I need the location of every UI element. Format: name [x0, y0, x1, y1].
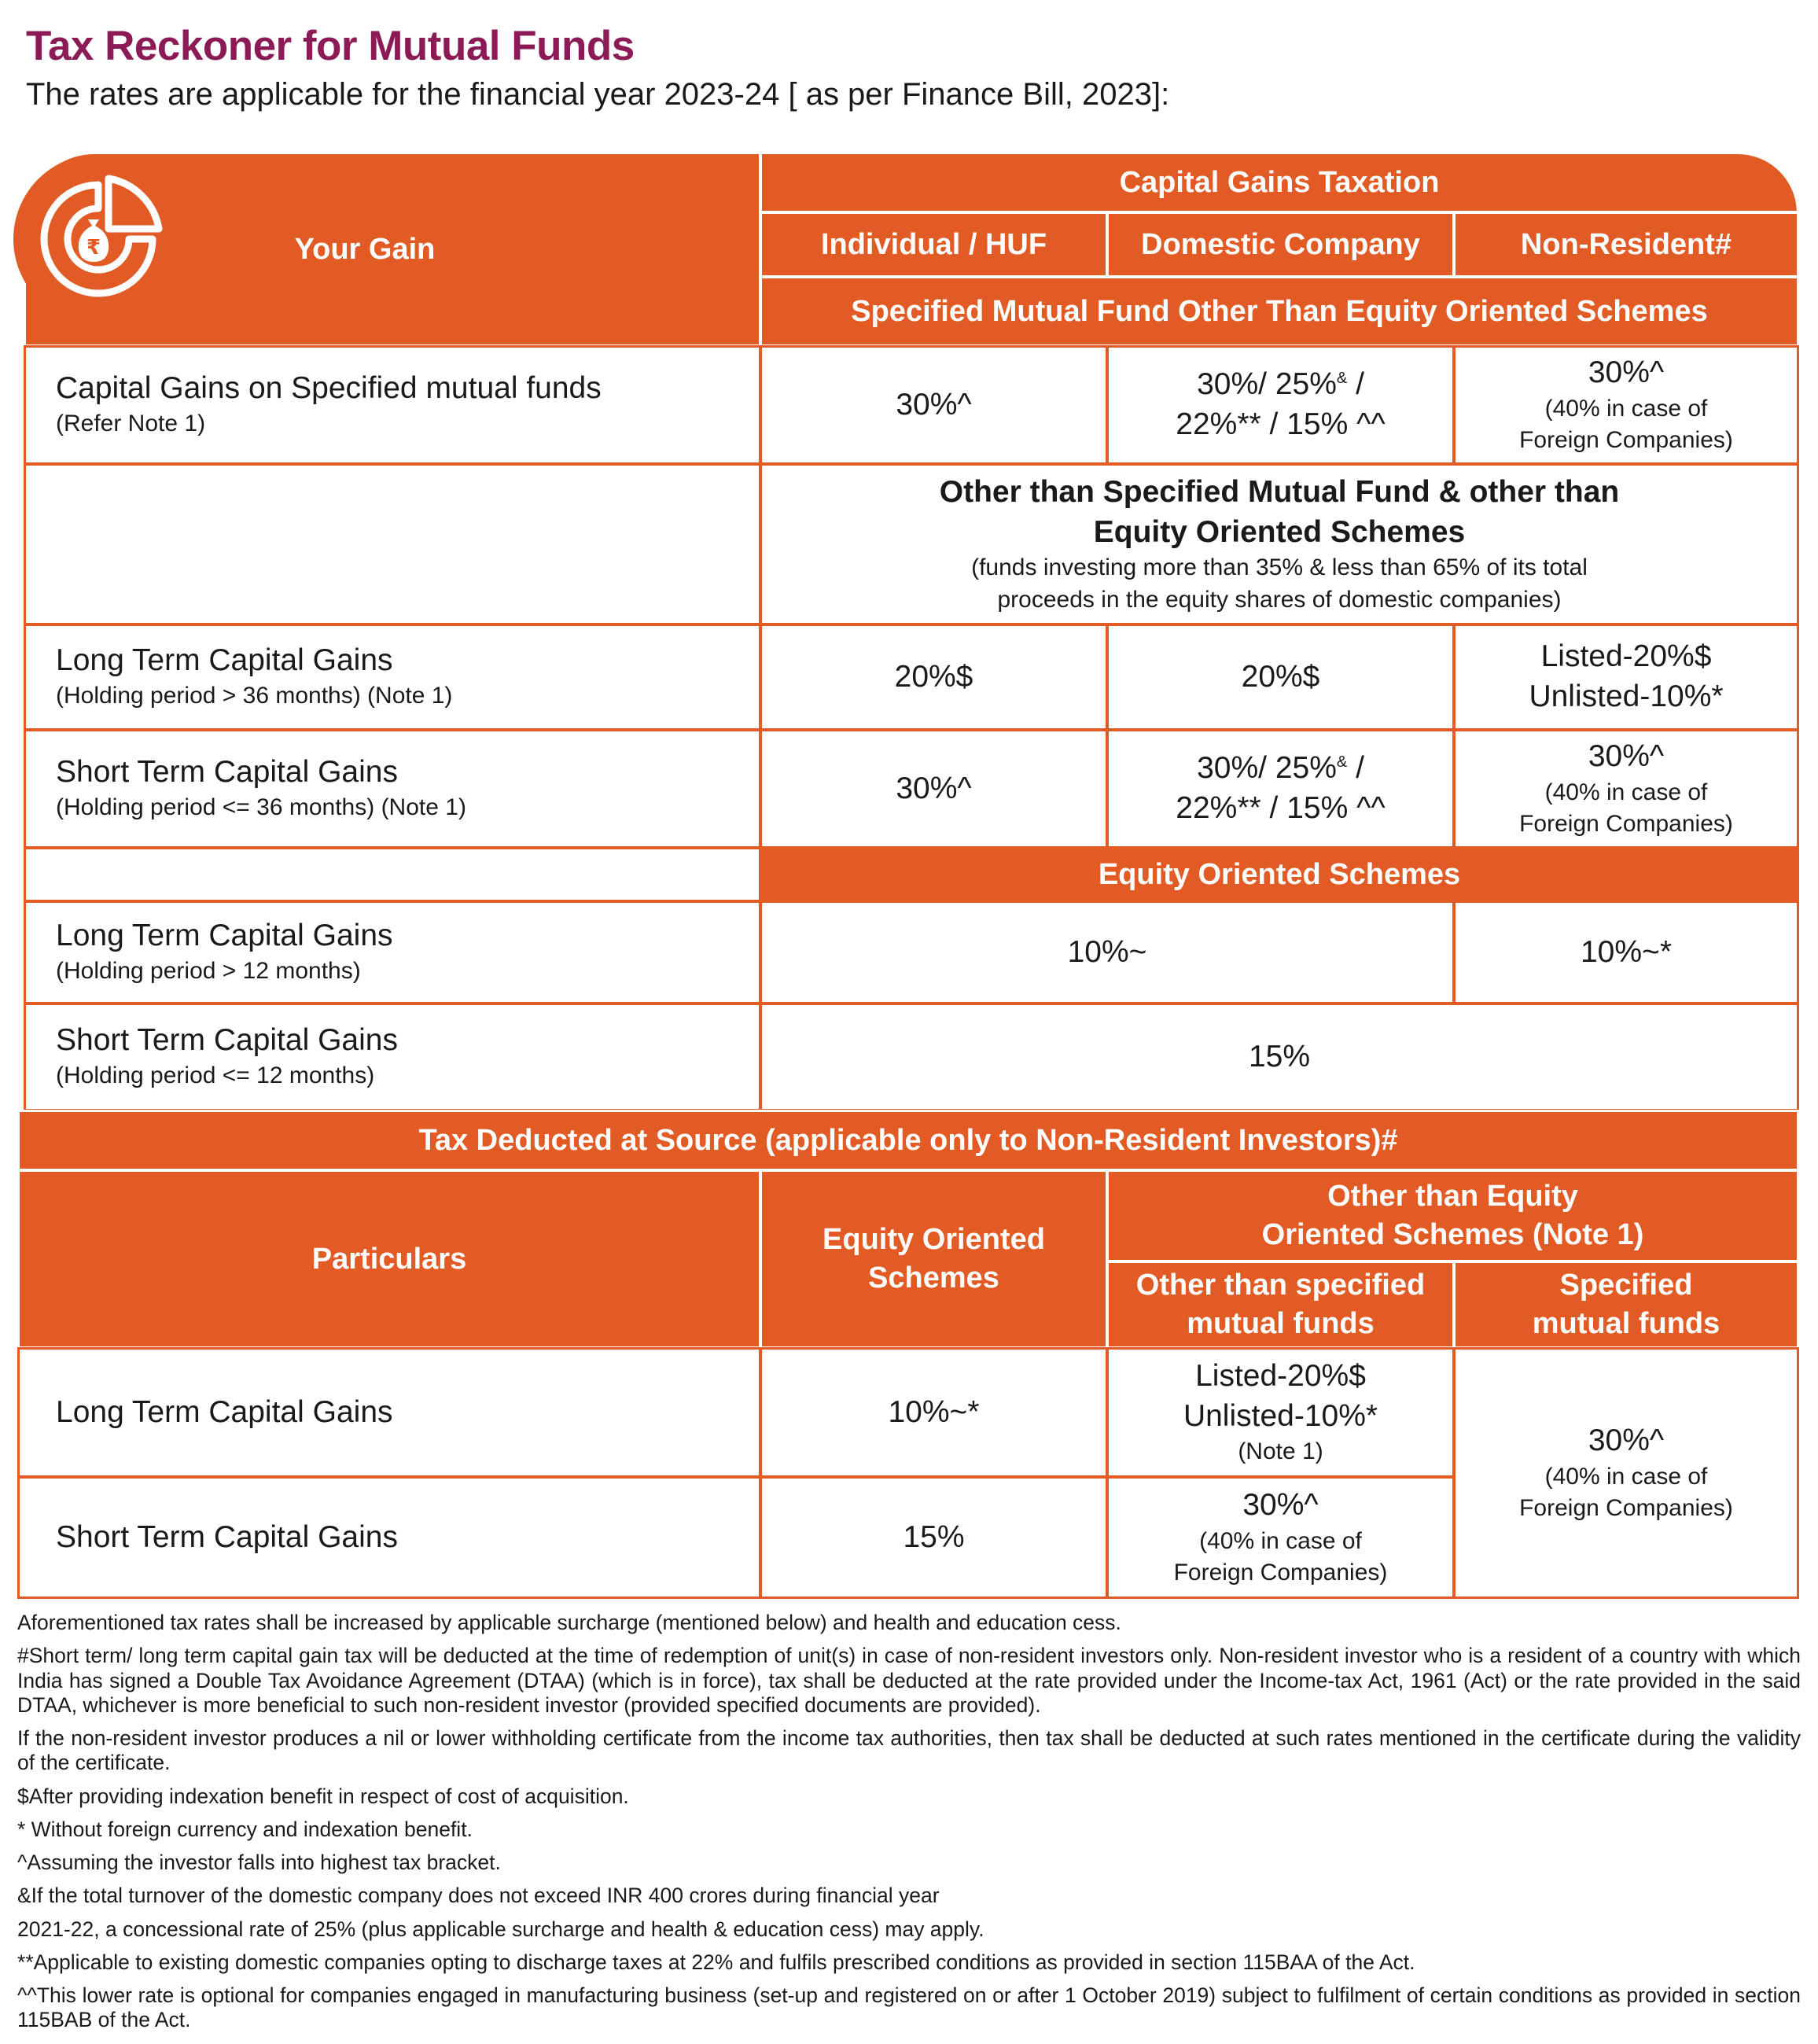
- ltcg12-nonresident-rate: 10%~*: [1453, 900, 1799, 1004]
- tds-other-header: Other than Equity Oriented Schemes (Note 1): [1106, 1169, 1799, 1262]
- note: &If the total turnover of the domestic company does not exceed INR 400 crores during financial year: [17, 1884, 940, 1908]
- row-label-empty-1: [24, 463, 761, 625]
- row-label-stcg-12: Short Term Capital Gains (Holding period <= 12 months): [24, 1003, 761, 1111]
- row-label-specified: Capital Gains on Specified mutual funds (Refer Note 1): [24, 345, 761, 465]
- tds-ltcg-equity-rate: 10%~*: [760, 1347, 1108, 1478]
- tds-particulars-header: Particulars: [17, 1169, 761, 1349]
- col-individual-header: Individual / HUF: [760, 212, 1108, 278]
- ltcg36-domestic-rate: 20%$: [1106, 624, 1455, 731]
- stcg12-all-rate: 15%: [760, 1003, 1799, 1111]
- capital-gains-taxation-header: Capital Gains Taxation: [760, 152, 1799, 213]
- other-section-header: Other than Specified Mutual Fund & other than Equity Oriented Schemes (funds investing more than 35% & less than 65% of its total proceeds in the equity shares of domestic companies): [760, 463, 1799, 625]
- note: $After providing indexation benefit in respect of cost of acquisition.: [17, 1784, 629, 1808]
- note: 2021-22, a concessional rate of 25% (plus applicable surcharge and health & education cess) may apply.: [17, 1917, 984, 1941]
- tds-equity-header: Equity Oriented Schemes: [760, 1169, 1108, 1349]
- note: #Short term/ long term capital gain tax will be deducted at the time of redemption of unit(s) in case of non-resident investors only. Non-resident investor who is a resident of a country with which India has signed a Double Tax Avoidance Agreement (DTAA) (which is in force), tax shall be deducted at the rate provided under the Income-tax Act, 1961 (Act) or the rate provided in the said DTAA, whichever is more beneficial to such non-resident investor (provided specified documents are provided).: [17, 1644, 1801, 1717]
- page-subtitle: The rates are applicable for the financial year 2023-24 [ as per Finance Bill, 2023]:: [26, 77, 1170, 112]
- note: * Without foreign currency and indexation benefit.: [17, 1817, 473, 1841]
- stcg36-individual-rate: 30%^: [760, 729, 1108, 849]
- specified-individual-rate: 30%^: [760, 345, 1108, 465]
- note: ^Assuming the investor falls into highest tax bracket.: [17, 1851, 501, 1875]
- equity-section-header: Equity Oriented Schemes: [760, 847, 1799, 902]
- tds-other-specified-header: Other than specified mutual funds: [1106, 1261, 1455, 1349]
- page-title: Tax Reckoner for Mutual Funds: [26, 23, 635, 69]
- your-gain-header: Your Gain: [24, 152, 761, 347]
- row-label-ltcg-12: Long Term Capital Gains (Holding period > 12 months): [24, 900, 761, 1004]
- ltcg36-individual-rate: 20%$: [760, 624, 1108, 731]
- note: ^^This lower rate is optional for companies engaged in manufacturing business (set-up and registered on or after 1 October 2019) subject to fulfilment of certain conditions as provided in section 115BAB of the Act.: [17, 1983, 1801, 2032]
- row-label-stcg-36: Short Term Capital Gains (Holding period <= 36 months) (Note 1): [24, 729, 761, 849]
- specified-section-header: Specified Mutual Fund Other Than Equity Oriented Schemes: [760, 276, 1799, 347]
- specified-domestic-rate: 30%/ 25%& / 22%** / 15% ^^: [1106, 345, 1455, 465]
- tds-ltcg-other-rate: Listed-20%$ Unlisted-10%* (Note 1): [1106, 1347, 1455, 1478]
- tds-header: Tax Deducted at Source (applicable only to Non-Resident Investors)#: [17, 1110, 1799, 1171]
- col-nonresident-header: Non-Resident#: [1453, 212, 1799, 278]
- footnotes: [17, 1611, 1801, 2042]
- tds-row-label-ltcg: Long Term Capital Gains: [17, 1347, 761, 1478]
- tds-row-label-stcg: Short Term Capital Gains: [17, 1476, 761, 1599]
- row-label-ltcg-36: Long Term Capital Gains (Holding period > 36 months) (Note 1): [24, 624, 761, 731]
- tds-stcg-other-rate: 30%^ (40% in case of Foreign Companies): [1106, 1476, 1455, 1599]
- stcg36-nonresident-rate: 30%^ (40% in case of Foreign Companies): [1453, 729, 1799, 849]
- tds-specified-rate: 30%^ (40% in case of Foreign Companies): [1453, 1347, 1799, 1599]
- rupee-moneybag-chart-icon: [11, 152, 186, 326]
- ltcg36-nonresident-rate: Listed-20%$ Unlisted-10%*: [1453, 624, 1799, 731]
- tds-specified-header: Specified mutual funds: [1453, 1261, 1799, 1349]
- svg-text:₹: ₹: [86, 236, 101, 260]
- row-label-empty-2: [24, 847, 761, 902]
- note: If the non-resident investor produces a nil or lower withholding certificate from the income tax authorities, then tax shall be deducted at such rates mentioned in the certificate during the validity of the certificate.: [17, 1726, 1801, 1775]
- ltcg12-resident-rate: 10%~: [760, 900, 1455, 1004]
- note: Aforementioned tax rates shall be increased by applicable surcharge (mentioned below) and health and education cess.: [17, 1611, 1121, 1634]
- col-domestic-header: Domestic Company: [1106, 212, 1455, 278]
- note: **Applicable to existing domestic companies opting to discharge taxes at 22% and fulfils prescribed conditions as provided in section 115BAA of the Act.: [17, 1950, 1415, 1974]
- tds-stcg-equity-rate: 15%: [760, 1476, 1108, 1599]
- stcg36-domestic-rate: 30%/ 25%& / 22%** / 15% ^^: [1106, 729, 1455, 849]
- specified-nonresident-rate: 30%^ (40% in case of Foreign Companies): [1453, 345, 1799, 465]
